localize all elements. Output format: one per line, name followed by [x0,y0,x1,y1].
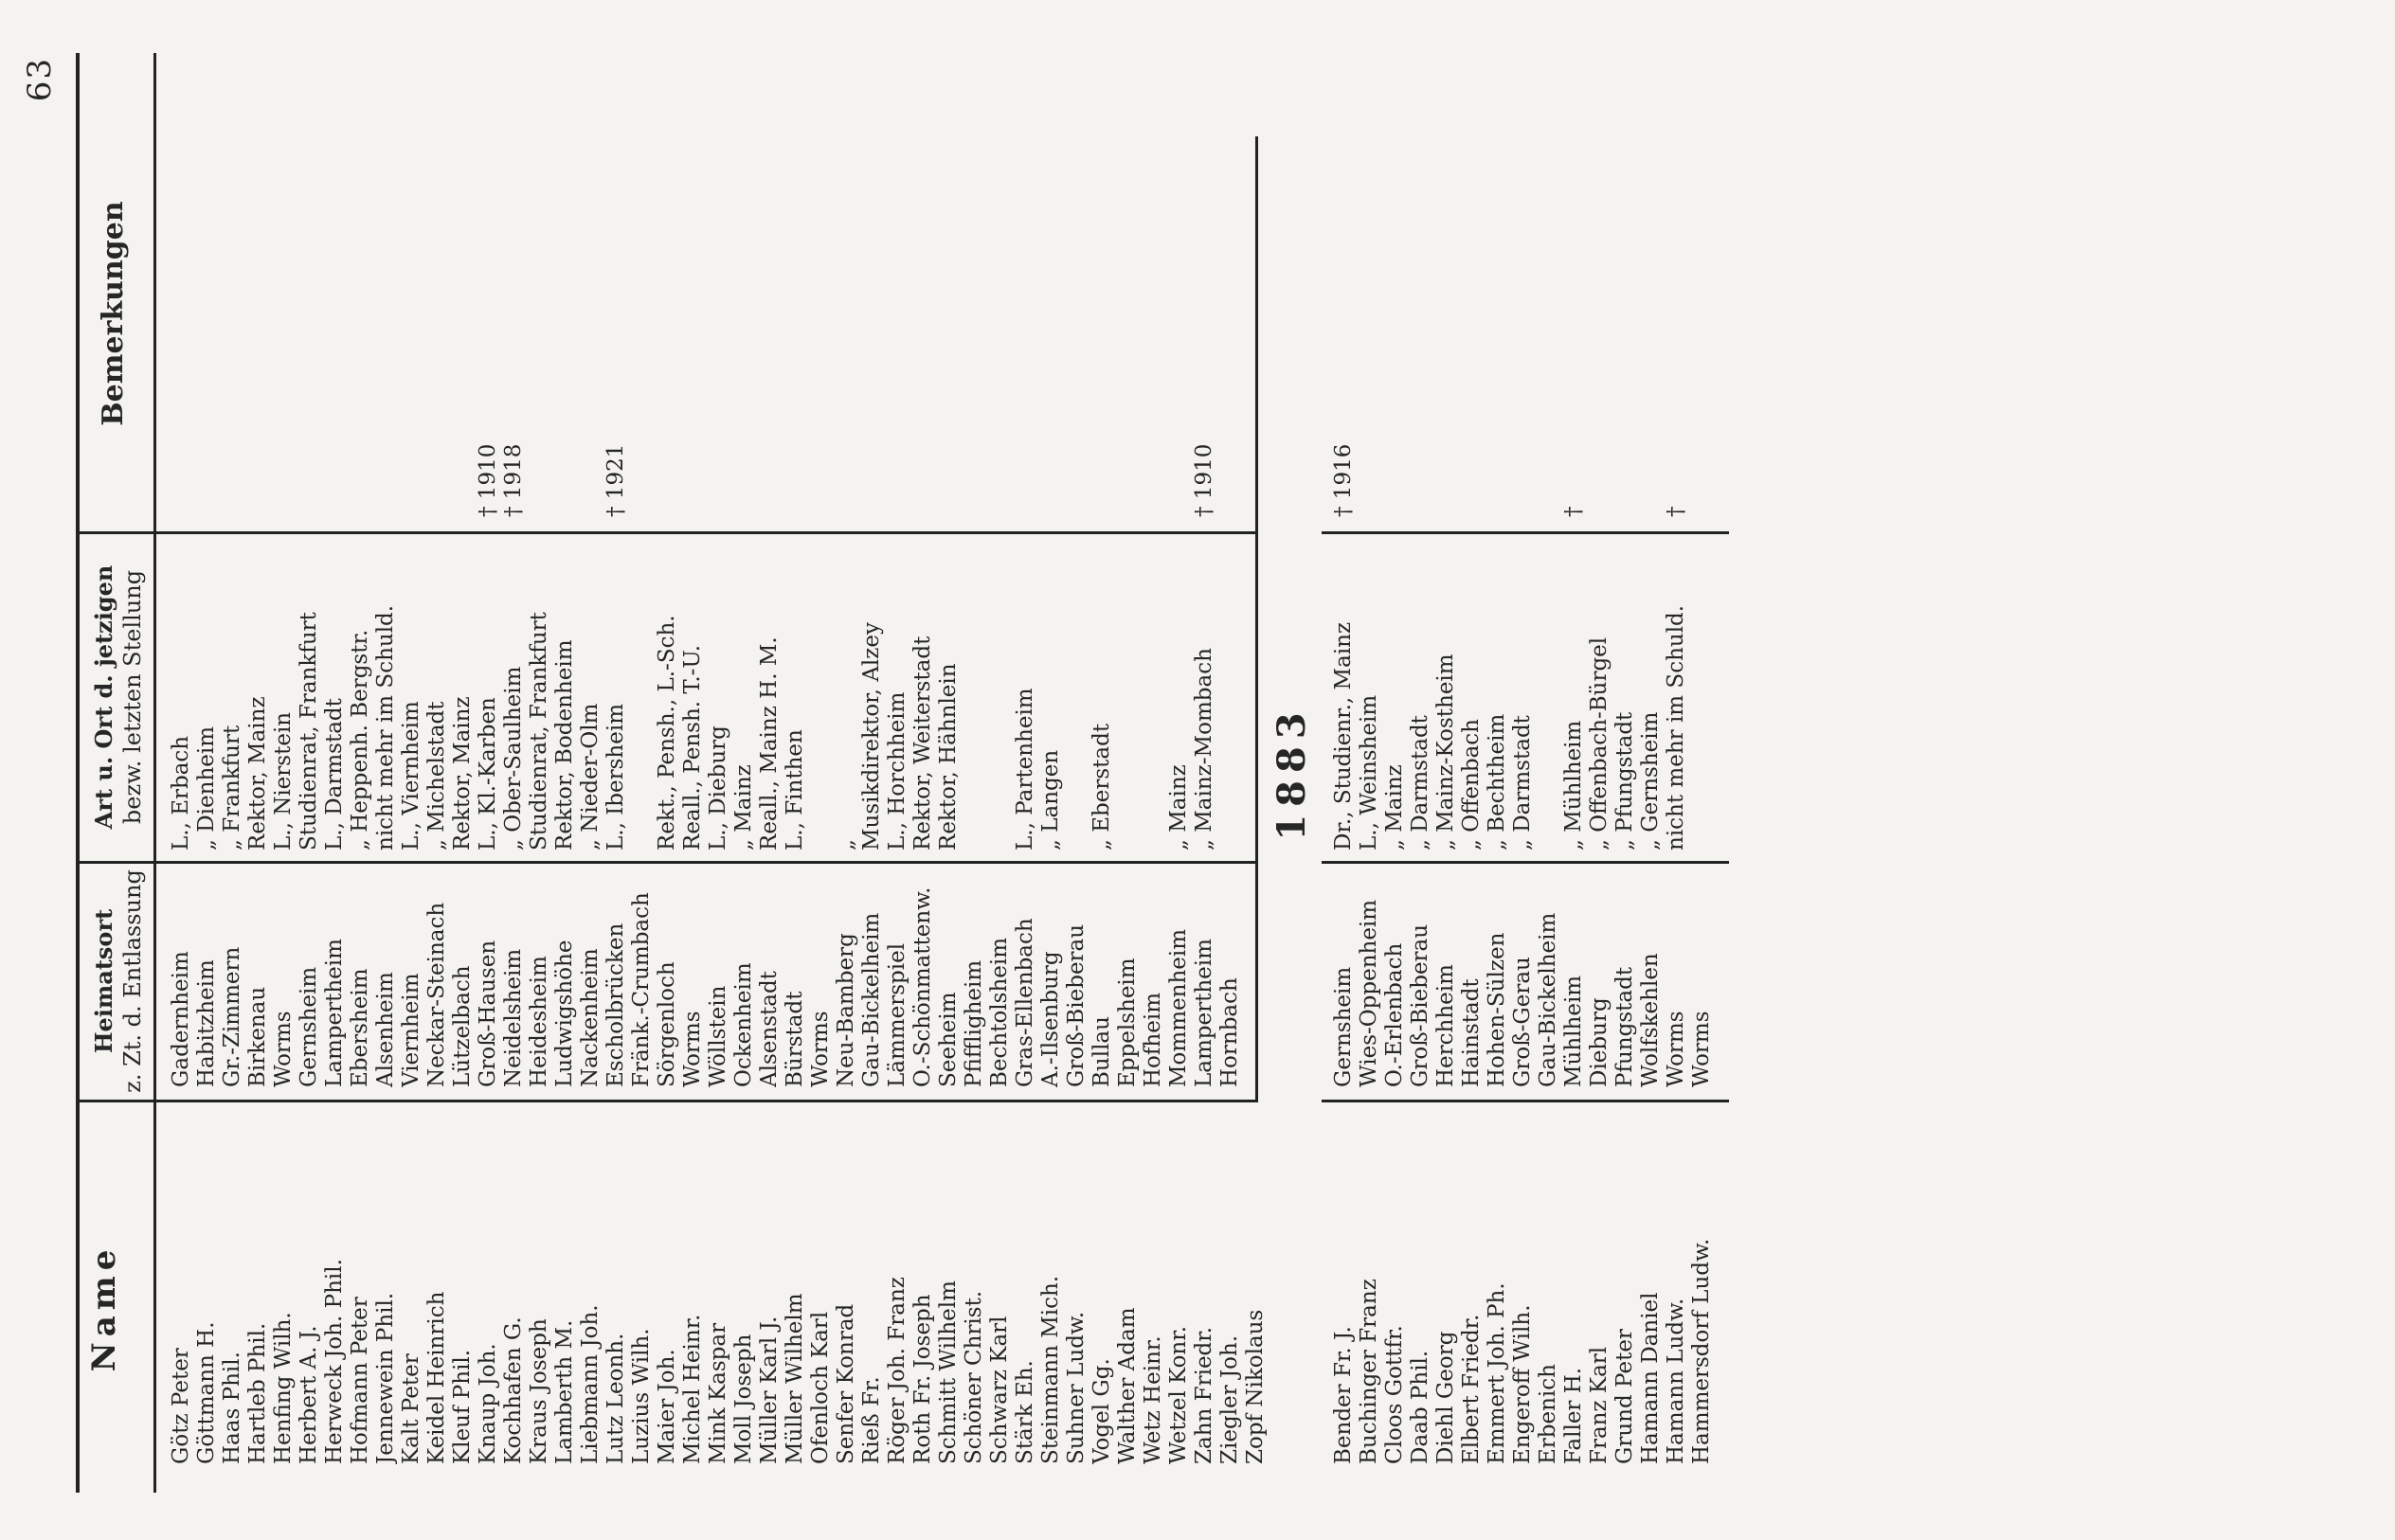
entry-name: Senfer Konrad [834,1303,858,1464]
entry-stellung: Rektor, Bodenheim [552,639,577,851]
entry-stellung [987,538,1013,851]
entry-heimatsort: Hornbach [1217,977,1242,1087]
entry-name: Bender Fr. J. [1331,1326,1356,1464]
entry-name: Haas Phil. [220,1352,244,1464]
entry-heimatsort: Neidelsheim [501,948,526,1087]
entry-name: Stärk Eh. [1013,1360,1037,1464]
entry-bemerkung [527,328,552,517]
entry-heimatsort: Mommenheim [1166,928,1191,1087]
entry-bemerkung [1064,328,1089,517]
entry-stellung: Rektor, Mainz [245,696,270,851]
col-sep-1 [76,1100,1255,1102]
entry-heimatsort: Birkenau [245,986,270,1087]
entry-stellung: L., Darmstadt [322,698,347,851]
entry-name: Müller Wilhelm [783,1293,807,1464]
section1-stellung-column [169,538,1269,851]
entry-stellung: „ Darmstadt [1408,715,1432,851]
entry-bemerkung [783,328,808,517]
entry-bemerkung: † 1916 [1331,443,1356,517]
header-bemerkungen: Bemerkungen [97,201,130,426]
entry-heimatsort: O.-Erlenbach [1382,942,1407,1087]
header-heimatsort-1: Heimatsort [90,908,117,1054]
entry-heimatsort: Lützelbach [450,965,475,1087]
section1-bemerkungen-column [169,328,1269,517]
entry-heimatsort: Worms [680,1011,705,1087]
entry-bemerkung [910,328,936,517]
entry-stellung: L., Erbach [169,735,193,851]
entry-stellung: „ Offenbach-Bürgel [1587,636,1612,851]
entry-bemerkung [578,328,603,517]
header-rule [153,53,156,1493]
entry-name: Vogel Gg. [1089,1358,1114,1464]
entry-bemerkung [271,328,297,517]
entry-name: Herbert A. J. [297,1325,321,1464]
entry-bemerkung [373,328,399,517]
entry-bemerkung [1536,328,1561,517]
entry-bemerkung [1433,328,1459,517]
entry-bemerkung [194,328,220,517]
entry-name: Grund Peter [1612,1329,1637,1464]
section1-heimatsort-column [169,868,1269,1087]
entry-bemerkung [706,328,731,517]
entry-heimatsort: Groß-Hausen [476,940,500,1087]
entry-heimatsort: Pfungstadt [1612,966,1637,1087]
entry-bemerkung [859,328,885,517]
entry-name: Schöner Christ. [962,1290,986,1464]
entry-bemerkung: † 1918 [501,443,526,517]
entry-bemerkung [1089,328,1115,517]
entry-name: Kleuf Phil. [450,1349,475,1464]
entry-stellung: „ Mainz [731,764,756,851]
entry-name: Steinmann Mich. [1038,1275,1063,1464]
entry-heimatsort: A.-Ilsenburg [1038,951,1063,1087]
entry-stellung: „ [834,839,858,851]
entry-stellung: Rektor, Mainz [450,696,475,851]
entry-name: Mink Kaspar [706,1322,730,1464]
entry-heimatsort: Lämmerspiel [885,942,909,1087]
entry-bemerkung [1689,328,1715,517]
entry-stellung: Rektor, Hähnlein [936,663,961,851]
entry-bemerkung [424,328,450,517]
entry-bemerkung [1510,328,1536,517]
entry-heimatsort: Bullau [1089,1016,1114,1087]
entry-name: Wetz Heinr. [1141,1335,1165,1464]
entry-heimatsort: Worms [808,1011,833,1087]
header-name: Name [85,1244,123,1372]
entry-heimatsort: Bechtolsheim [987,937,1012,1087]
entry-heimatsort: Worms [1689,1011,1714,1087]
entry-heimatsort: Ockenheim [731,962,756,1087]
entry-stellung [962,538,987,851]
entry-stellung: „ Heppenh. Bergstr. [348,629,372,851]
entry-stellung: Dr., Studienr., Mainz [1331,621,1356,851]
entry-name: Daab Phil. [1408,1350,1432,1464]
entry-bemerkung: † 1910 [476,443,500,517]
entry-stellung: Reall., Pensh. T.-U. [680,644,705,851]
entry-bemerkung [1485,328,1510,517]
entry-name: Emmert Joh. Ph. [1485,1282,1509,1464]
entry-name: Lamberth M. [552,1319,577,1464]
entry-bemerkung [399,328,424,517]
entry-stellung: „ Pfungstadt [1612,711,1637,851]
entry-stellung: L., Viernheim [399,701,423,851]
section2-heimatsort-column [1331,868,1715,1087]
entry-name: Ofenloch Karl [808,1311,833,1464]
entry-heimatsort: Wies-Oppenheim [1357,899,1381,1087]
entry-heimatsort: Dieburg [1587,997,1612,1087]
entry-bemerkung [757,328,783,517]
entry-stellung: „ Mainz-Kostheim [1433,654,1458,851]
entry-name: Liebmann Joh. [578,1304,603,1464]
entry-bemerkung [962,328,987,517]
entry-stellung: „ Gernsheim [1638,711,1663,851]
section1-name-column [169,1104,1269,1464]
entry-stellung: „ Michelstadt [424,701,449,851]
entry-heimatsort: Worms [271,1011,296,1087]
entry-name: Maier Joh. [655,1349,679,1464]
entry-bemerkung [808,328,834,517]
entry-name: Roth Fr. Joseph [910,1294,935,1464]
entry-stellung: „ Bechtheim [1485,713,1509,851]
entry-stellung: L., Ibersheim [603,703,628,851]
entry-bemerkung [220,328,245,517]
entry-heimatsort: Neu-Bamberg [834,933,858,1087]
entry-bemerkung [1166,328,1192,517]
entry-name: Wetzel Konr. [1166,1325,1191,1464]
entry-stellung: „ Mainz [1382,764,1407,851]
entry-stellung: „ Darmstadt [1510,715,1535,851]
entry-heimatsort: Escholbrücken [603,922,628,1087]
entry-heimatsort: Ludwigshöhe [552,940,577,1087]
section2-bemerkungen-column [1331,328,1715,517]
entry-bemerkung [834,328,859,517]
entry-bemerkung [450,328,476,517]
entry-heimatsort: Groß-Bieberau [1408,923,1432,1087]
header-heimatsort-2: z. Zt. d. Entlassung [119,869,146,1093]
entry-stellung: „ Offenbach [1459,719,1484,851]
entry-stellung: „ Mainz [1166,764,1191,851]
section2-stellung-column [1331,538,1715,851]
entry-name: Lutz Leonh. [603,1333,628,1464]
entry-name: Hofmann Peter [348,1297,372,1464]
entry-stellung: Musikdirektor, Alzey [859,622,884,851]
entry-bemerkung: † 1921 [603,443,628,517]
entry-heimatsort: Hofheim [1141,992,1165,1087]
top-rule [76,53,80,1493]
entry-bemerkung [885,328,910,517]
entry-bemerkung [655,328,680,517]
entry-heimatsort: Worms [1664,1011,1688,1087]
entry-stellung: L., Nierstein [271,711,296,851]
entry-name: Faller H. [1561,1367,1586,1464]
entry-bemerkung [1459,328,1485,517]
entry-stellung: „ Frankfurt [220,725,244,851]
entry-name: Moll Joseph [731,1334,756,1464]
entry-bemerkung: † [1664,506,1688,517]
entry-name: Zahn Friedr. [1192,1326,1216,1464]
entry-heimatsort: Alsenheim [373,972,398,1087]
entry-stellung: L., Kl.-Karben [476,697,500,851]
entry-name: Luzius Wilh. [629,1328,654,1464]
entry-name: Buchinger Franz [1357,1279,1381,1464]
entry-stellung [1217,538,1243,851]
entry-bemerkung [1587,328,1612,517]
entry-stellung [1141,538,1166,851]
entry-stellung [1064,538,1089,851]
entry-name: Schwarz Karl [987,1316,1012,1464]
entry-heimatsort: Bürstadt [783,991,807,1087]
entry-heimatsort: Hainstadt [1459,978,1484,1087]
col-sep-5 [1322,861,1729,864]
entry-stellung: L., Dieburg [706,725,730,851]
entry-name: Göttmann H. [194,1321,219,1464]
entry-heimatsort: Gernsheim [297,966,321,1087]
entry-bemerkung [936,328,962,517]
entry-stellung [808,538,834,851]
entry-name: Keidel Heinrich [424,1291,449,1464]
page-number: 63 [21,57,59,102]
entry-name: Hammersdorf Ludw. [1689,1238,1714,1464]
entry-name: Knaup Joh. [476,1343,500,1464]
entry-heimatsort: Ebersheim [348,968,372,1087]
entry-stellung: „ Eberstadt [1089,723,1114,851]
entry-name: Franz Karl [1587,1346,1612,1464]
entry-heimatsort: O.-Schönmattenw. [910,886,935,1087]
entry-name: Schmitt Wilhelm [936,1280,961,1464]
entry-bemerkung [731,328,757,517]
entry-bemerkung [629,328,655,517]
entry-stellung: L., Weinsheim [1357,694,1381,851]
entry-name: Götz Peter [169,1348,193,1464]
entry-heimatsort: Gau-Bickelheim [859,912,884,1087]
entry-heimatsort: Pfiffligheim [962,959,986,1087]
entry-name: Kochhafen G. [501,1316,526,1464]
entry-stellung: nicht mehr im Schuld. [1664,604,1688,851]
entry-heimatsort: Sörgenloch [655,961,679,1087]
entry-name: Henfing Wilh. [271,1312,296,1464]
entry-bemerkung [1038,328,1064,517]
entry-bemerkung [1013,328,1038,517]
entry-bemerkung [169,328,194,517]
entry-name: Suhner Ludw. [1064,1311,1089,1464]
entry-bemerkung [322,328,348,517]
entry-heimatsort: Alsenstadt [757,971,782,1087]
entry-bemerkung [1141,328,1166,517]
entry-bemerkung [1243,328,1269,517]
entry-name: Kraus Joseph [527,1318,551,1464]
entry-stellung [1536,538,1561,851]
entry-stellung: L., Horchheim [885,691,909,851]
entry-stellung: „ Langen [1038,749,1063,851]
entry-heimatsort: Fränk.-Crumbach [629,892,654,1087]
entry-bemerkung [1638,328,1664,517]
entry-heimatsort: Eppelsheim [1115,958,1140,1087]
entry-stellung: L., Partenheim [1013,688,1037,851]
entry-heimatsort [1243,868,1269,1087]
entry-stellung: Studienrat, Frankfurt [297,612,321,851]
entry-stellung [1689,538,1715,851]
entry-heimatsort: Lampertheim [322,939,347,1087]
entry-stellung: „ Mainz-Mombach [1192,648,1216,851]
entry-heimatsort: Mühlheim [1561,975,1586,1087]
entry-stellung: Studienrat, Frankfurt [527,612,551,851]
entry-heimatsort: Groß-Gerau [1510,957,1535,1087]
entry-stellung: Rekt., Pensh., L.-Sch. [655,615,679,851]
entry-bemerkung [987,328,1013,517]
entry-stellung: nicht mehr im Schuld. [373,604,398,851]
entry-heimatsort: Neckar-Steinach [424,902,449,1087]
entry-bemerkung [1115,328,1141,517]
header-stellung-2: bezw. letzten Stellung [119,569,146,825]
entry-heimatsort: Gernsheim [1331,966,1356,1087]
entry-name: Jennewein Phil. [373,1292,398,1464]
entry-heimatsort: Gras-Ellenbach [1013,918,1037,1087]
entry-stellung: „ Ober-Saulheim [501,666,526,851]
header-stellung-1: Art u. Ort d. jetzigen [90,564,117,830]
entry-heimatsort: Groß-Bieberau [1064,923,1089,1087]
entry-stellung: „ Nieder-Olm [578,703,603,851]
entry-name: Rieß Fr. [859,1376,884,1464]
entry-stellung: „ Mühlheim [1561,720,1586,851]
entry-heimatsort: Viernheim [399,973,423,1087]
entry-stellung: „ Dienheim [194,725,219,851]
entry-name: Kalt Peter [399,1353,423,1464]
entry-name: Röger Joh. Franz [885,1277,909,1464]
entry-stellung: L., Finthen [783,729,807,851]
entry-name: Zopf Nikolaus [1243,1309,1268,1464]
entry-name: Elbert Friedr. [1459,1314,1484,1464]
col-sep-6 [1322,531,1729,534]
entry-name: Engeroff Wilh. [1510,1304,1535,1464]
col-sep-4 [1322,1100,1729,1102]
entry-name: Erbenich [1536,1364,1560,1464]
entry-heimatsort: Wöllstein [706,985,730,1087]
entry-stellung: Reall., Mainz H. M. [757,636,782,851]
entry-bemerkung [245,328,271,517]
entry-stellung: Rektor, Weiterstadt [910,636,935,851]
entry-name: Ziegler Joh. [1217,1334,1242,1464]
col-sep-2 [76,861,1255,864]
entry-stellung [1115,538,1141,851]
section2-name-column [1331,1104,1715,1464]
entry-heimatsort: Gr.-Zimmern [220,946,244,1087]
entry-heimatsort: Habitzheim [194,959,219,1087]
entry-heimatsort: Lampertheim [1192,939,1216,1087]
entry-name: Michel Heinr. [680,1314,705,1464]
entry-name: Cloos Gottfr. [1382,1325,1407,1464]
entry-heimatsort: Seeheim [936,992,961,1087]
entry-heimatsort: Wolfskehlen [1638,953,1663,1087]
entry-bemerkung [297,328,322,517]
entry-heimatsort: Hohen-Sülzen [1485,932,1509,1087]
entry-name: Müller Karl J. [757,1316,782,1464]
entry-stellung [629,538,655,851]
entry-bemerkung [1612,328,1638,517]
entry-bemerkung [1408,328,1433,517]
entry-name: Herweck Joh. Phil. [322,1259,347,1464]
entry-bemerkung [1357,328,1382,517]
entry-heimatsort: Nackenheim [578,948,603,1087]
entry-stellung [1243,538,1269,851]
entry-name: Diehl Georg [1433,1331,1458,1464]
entry-heimatsort: Herchheim [1433,964,1458,1087]
entry-heimatsort: Heidesheim [527,956,551,1087]
entry-name: Hamann Ludw. [1664,1298,1688,1464]
entry-name: Hamann Daniel [1638,1292,1663,1464]
entry-name: Hartleb Phil. [245,1322,270,1464]
entry-bemerkung [1217,328,1243,517]
entry-bemerkung: † [1561,506,1586,517]
entry-bemerkung [348,328,373,517]
entry-bemerkung [1382,328,1408,517]
entry-name: Walther Adam [1115,1307,1140,1464]
entry-bemerkung [680,328,706,517]
year-heading: 1883 [1270,705,1314,841]
entry-heimatsort: Gau-Bickelheim [1536,912,1560,1087]
col-sep-3 [76,531,1255,534]
entry-bemerkung: † 1910 [1192,443,1216,517]
entry-heimatsort: Gadernheim [169,951,193,1087]
entry-bemerkung [552,328,578,517]
